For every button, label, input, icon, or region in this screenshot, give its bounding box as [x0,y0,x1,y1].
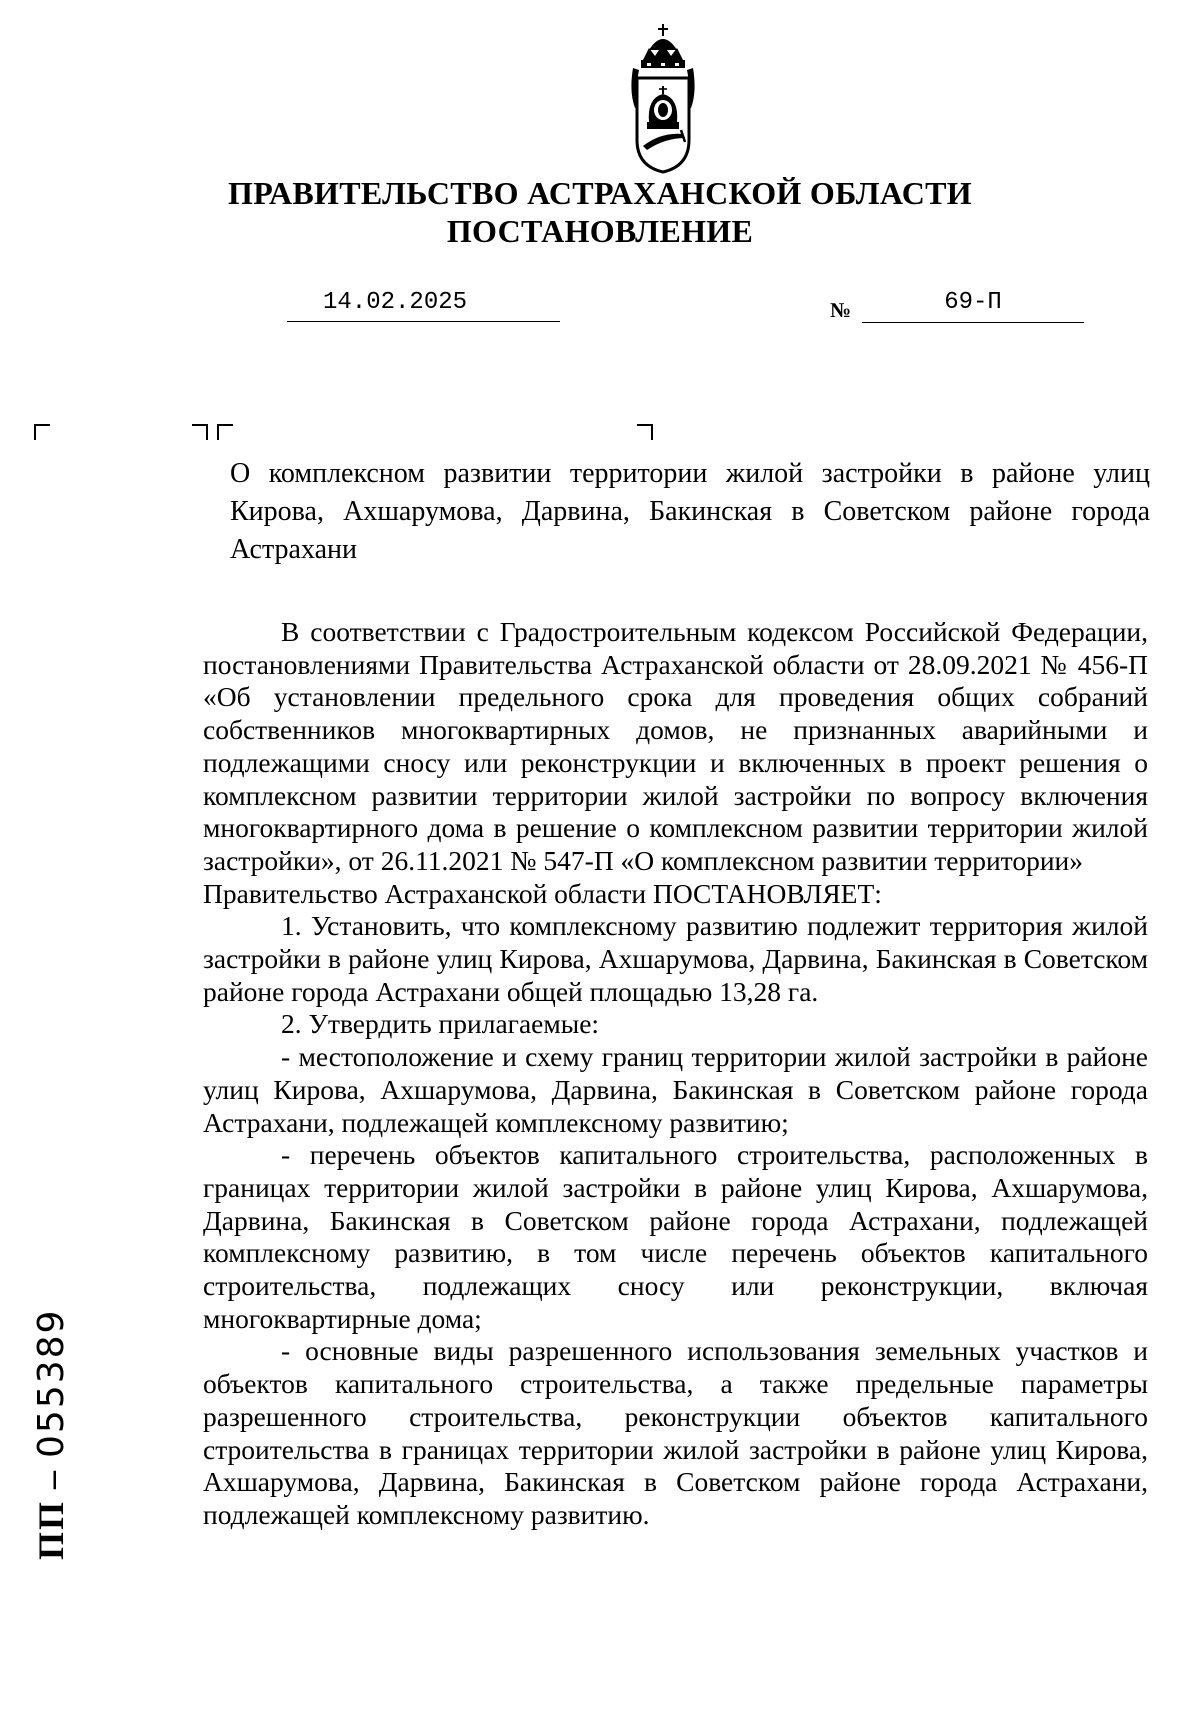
subitem-location-paragraph: - местоположение и схему границ территории жилой застройки в районе улиц Кирова, Ахшарумова, Дарвина, Бакинская в Советском районе города Астрахани, подлежащей комплексному развитию; [203,1041,1148,1138]
resolution-line: Правительство Астраханской области ПОСТАНОВЛЯЕТ: [203,877,882,909]
number-sign: № [830,298,852,322]
serial-number: 055389 [31,1308,72,1458]
item-1-paragraph: 1. Установить, что комплексному развитию подлежит территория жилой застройки в районе улиц Кирова, Ахшарумова, Дарвина, Бакинская в Советском районе города Астрахани общей площадью 13,28 га. [203,910,1148,1007]
preamble-paragraph: В соответствии с Градостроительным кодексом Российской Федерации, постановлениями Правительства Астраханской области от 28.09.2021 № 456-П «Об установлении предельного срока для проведения общих собраний собственников многоквартирных домов, не признанных аварийными и подлежащими сносу или реконструкции и включенных в проект решения о комплексном развитии территории жилой застройки по вопросу включения многоквартирного дома в решение о комплексном развитии территории жилой застройки», от 26.11.2021 № 547-П «О комплексном развитии территории» [203,616,1148,876]
title-corner-mark [217,424,233,440]
serial-prefix: ПП – [31,1468,71,1560]
document-type-heading: ПОСТАНОВЛЕНИЕ [446,213,754,249]
title-corner-mark [637,424,653,440]
document-title: О комплексном развитии территории жилой застройки в районе улиц Кирова, Ахшарумова, Дарвина, Бакинская в Советском районе города Астрахани [230,458,1150,565]
subitem-permitted-use-paragraph: - основные виды разрешенного использования земельных участков и объектов капитального строительства, а также предельные параметры разрешенного строительства, реконструкции объектов капитального строительства в границах территории жилой застройки в районе улиц Кирова, Ахшарумова, Дарвина, Бакинская в Советском районе города Астрахани, подлежащей комплексному развитию. [203,1335,1148,1530]
document-date: 14.02.2025 [287,288,560,322]
document-body [203,616,1148,1532]
organization-heading: ПРАВИТЕЛЬСТВО АСТРАХАНСКОЙ ОБЛАСТИ [228,175,972,211]
item-2-paragraph: 2. Утвердить прилагаемые: [281,1008,600,1040]
coat-of-arms-icon [625,22,701,174]
title-corner-mark [34,424,50,440]
title-corner-mark [192,424,208,440]
document-number: 69-П [862,288,1084,323]
subitem-objects-list-paragraph: - перечень объектов капитального строительства, расположенных в границах территории жилой застройки в районе улиц Кирова, Ахшарумова, Дарвина, Бакинская в Советском районе города Астрахани, подлежащей комплексному развитию, в том числе перечень объектов капитального строительства, подлежащих сносу или реконструкции, включая многоквартирные дома; [203,1139,1148,1334]
